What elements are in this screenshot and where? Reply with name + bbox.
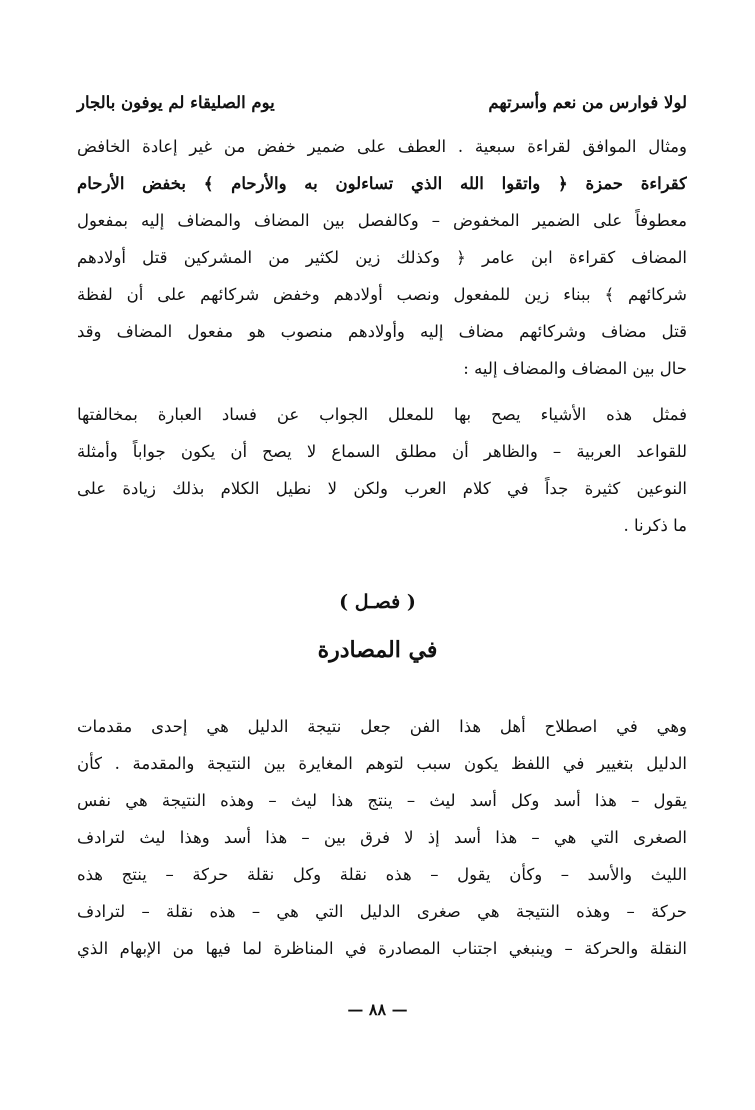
text-line: كقراءة حمزة ﴿ واتقوا الله الذي تساءلون به والأرحام ﴾ بخفض الأرحام [77, 174, 687, 193]
section-label: ( فصـل ) [339, 591, 416, 613]
paragraph-examples [77, 128, 687, 387]
text-line: الصغرى التي هي – هذا أسد إذ لا فرق بين – هذا أسد وهذا ليث لترادف [77, 828, 687, 847]
poetry-verse [77, 84, 687, 121]
text-line: يقول – هذا أسد وكل أسد ليث – ينتج هذا ليث – وهذه النتيجة هي نفس [77, 791, 687, 810]
text-line: شركائهم ﴾ ببناء زين للمفعول ونصب أولادهم وخفض شركائهم على أن لفظة [77, 285, 687, 304]
text-line: النوعين كثيرة جداً في كلام العرب ولكن لا نطيل الكلام بذلك زيادة على [77, 479, 687, 498]
text-line: الدليل بتغيير في اللفظ يكون سبب لتوهم المغايرة بين النتيجة والمقدمة . كأن [77, 754, 687, 773]
text-line: وهي في اصطلاح أهل هذا الفن جعل نتيجة الدليل هي إحدى مقدمات [77, 717, 687, 736]
text-line: حال بين المضاف والمضاف إليه : [463, 359, 687, 378]
verse-first-hemistich: لولا فوارس من نعم وأسرتهم [488, 93, 687, 112]
text-line: فمثل هذه الأشياء يصح بها للمعلل الجواب عن فساد العبارة بمخالفتها [77, 405, 687, 424]
text-line: معطوفاً على الضمير المخفوض – وكالفصل بين المضاف والمضاف إليه بمفعول [77, 211, 687, 230]
section-title: في المصادرة [317, 637, 438, 663]
verse-second-hemistich: يوم الصليقاء لم يوفون بالجار [77, 93, 275, 112]
text-line: ومثال الموافق لقراءة سبعية . العطف على ضمير خفض من غير إعادة الخافض [77, 137, 687, 156]
text-line: الليث والأسد – وكأن يقول – هذه نقلة وكل نقلة حركة – ينتج هذه [77, 865, 687, 884]
page-number: — ٨٨ — [347, 1000, 408, 1019]
text-line: حركة – وهذه النتيجة هي صغرى الدليل التي هي – هذه نقلة – لترادف [77, 902, 687, 921]
text-line: للقواعد العربية – والظاهر أن مطلق السماع لا يصح أن يكون جواباً وأمثلة [77, 442, 687, 461]
text-line: ما ذكرنا . [623, 516, 687, 535]
text-line: المضاف كقراءة ابن عامر ﴿ وكذلك زين لكثير من المشركين قتل أولادهم [77, 248, 687, 267]
text-line: النقلة والحركة – وينبغي اجتناب المصادرة في المناظرة لما فيها من الإبهام الذي [77, 939, 687, 958]
paragraph-conclusion [77, 396, 687, 544]
paragraph-musadara [77, 708, 687, 967]
text-line: قتل مضاف وشركائهم مضاف إليه وأولادهم منصوب هو مفعول المضاف وقد [77, 322, 687, 341]
